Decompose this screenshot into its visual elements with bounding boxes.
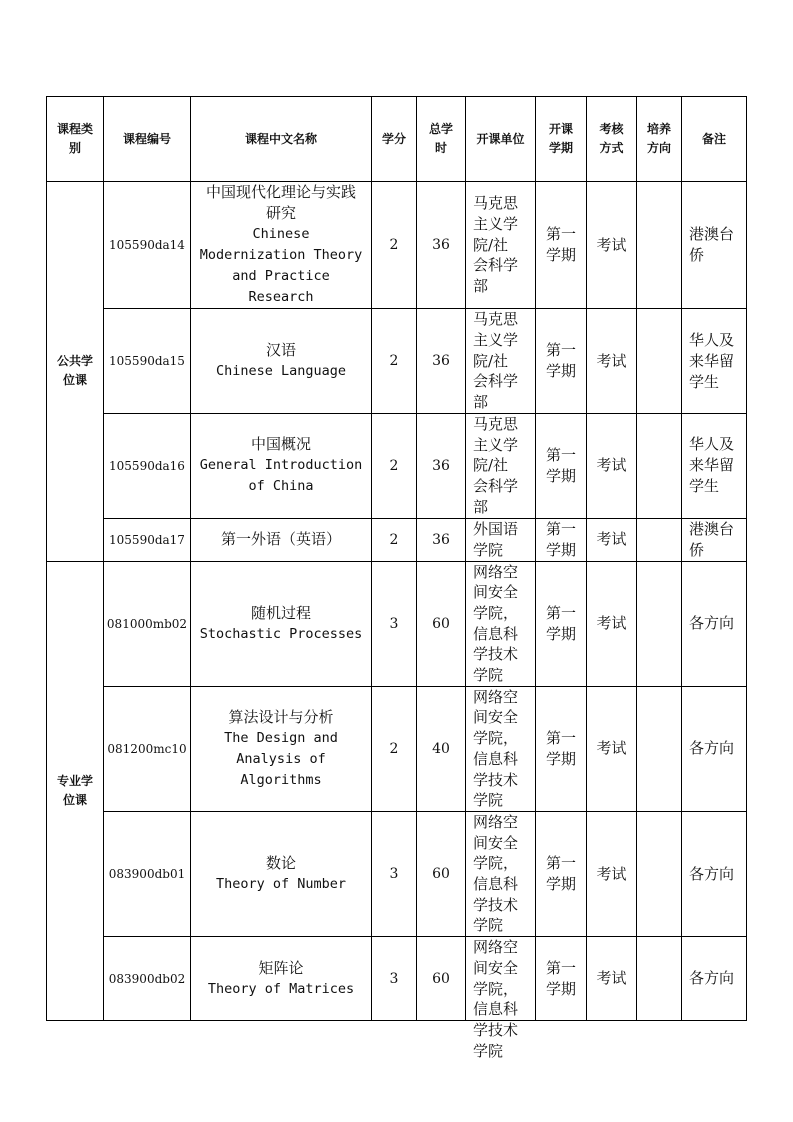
course-hours: 60 (417, 811, 466, 936)
header-direction: 培养方向 (637, 97, 682, 182)
course-exam: 考试 (587, 937, 637, 1021)
table-row (47, 937, 747, 1021)
header-code: 课程编号 (104, 97, 191, 182)
course-unit: 网络空间安全学院，信息科学技术学院 (466, 811, 536, 936)
course-unit: 网络空间安全学院，信息科学技术学院 (466, 561, 536, 686)
course-code: 105590da16 (104, 414, 191, 519)
course-name-en: Stochastic Processes (199, 625, 363, 642)
course-semester: 第一学期 (536, 561, 587, 686)
course-code: 081200mc10 (104, 686, 191, 811)
course-semester: 第一学期 (536, 811, 587, 936)
course-hours: 36 (417, 414, 466, 519)
course-hours: 40 (417, 686, 466, 811)
course-credits: 3 (372, 811, 417, 936)
course-credits: 2 (372, 182, 417, 309)
course-hours: 60 (417, 561, 466, 686)
header-exam: 考核方式 (587, 97, 637, 182)
course-unit: 马克思主义学院/社会科学部 (466, 182, 536, 309)
table-row (47, 811, 747, 936)
course-unit-text: 网络空间安全学院，信息科学技术学院 (473, 938, 519, 1060)
course-name-en: Chinese Language (215, 363, 347, 379)
course-code: 081000mb02 (104, 561, 191, 686)
course-credits: 2 (372, 686, 417, 811)
course-code: 105590da15 (104, 309, 191, 414)
course-exam: 考试 (587, 518, 637, 561)
course-direction (637, 182, 682, 309)
course-direction (637, 686, 682, 811)
course-exam: 考试 (587, 414, 637, 519)
course-exam: 考试 (587, 561, 637, 686)
course-note: 华人及来华留学生 (682, 414, 747, 519)
course-name-zh: 数论 (265, 854, 296, 873)
table-row (47, 561, 747, 686)
course-semester: 第一学期 (536, 518, 587, 561)
course-name (191, 686, 372, 811)
course-note: 各方向 (682, 561, 747, 686)
course-credits: 3 (372, 937, 417, 1021)
course-name (191, 937, 372, 1021)
course-name (191, 811, 372, 936)
course-code: 083900db01 (104, 811, 191, 936)
course-note: 港澳台侨 (682, 518, 747, 561)
course-semester: 第一学期 (536, 182, 587, 309)
course-semester: 第一学期 (536, 414, 587, 519)
header-unit: 开课单位 (466, 97, 536, 182)
course-direction (637, 561, 682, 686)
header-row (47, 97, 747, 182)
course-credits: 2 (372, 414, 417, 519)
course-name-zh: 随机过程 (250, 603, 311, 622)
course-hours: 60 (417, 937, 466, 1021)
course-unit-clip (473, 937, 523, 1060)
course-hours: 36 (417, 309, 466, 414)
header-semester: 开课学期 (536, 97, 587, 182)
course-name-zh: 算法设计与分析 (228, 707, 334, 726)
course-name-en: General Introduction of China (199, 457, 363, 495)
course-exam: 考试 (587, 686, 637, 811)
table-row (47, 309, 747, 414)
course-name (191, 518, 372, 561)
course-semester: 第一学期 (536, 686, 587, 811)
course-name (191, 182, 372, 309)
course-code: 105590da17 (104, 518, 191, 561)
course-name-en: Chinese Modernization Theory and Practice Research (199, 226, 363, 305)
header-hours: 总学时 (417, 97, 466, 182)
course-code: 105590da14 (104, 182, 191, 309)
course-exam: 考试 (587, 811, 637, 936)
course-hours: 36 (417, 182, 466, 309)
category-public: 公共学位课 (47, 182, 104, 562)
table-row (47, 686, 747, 811)
course-direction (637, 518, 682, 561)
table-row (47, 518, 747, 561)
course-direction (637, 937, 682, 1021)
course-semester: 第一学期 (536, 937, 587, 1021)
course-name (191, 561, 372, 686)
course-note: 华人及来华留学生 (682, 309, 747, 414)
course-unit: 网络空间安全学院，信息科学技术学院 (466, 686, 536, 811)
course-name-zh: 第一外语（英语） (220, 530, 341, 549)
header-note: 备注 (682, 97, 747, 182)
course-note: 港澳台侨 (682, 182, 747, 309)
course-unit: 马克思主义学院/社会科学部 (466, 309, 536, 414)
course-name-en: The Design and Analysis of Algorithms (224, 729, 338, 788)
course-note: 各方向 (682, 811, 747, 936)
course-name-en: Theory of Matrices (207, 980, 355, 997)
header-category: 课程类别 (47, 97, 104, 182)
course-unit (466, 937, 536, 1060)
course-name-zh: 中国现代化理论与实践研究 (205, 183, 356, 222)
category-major: 专业学位课 (47, 561, 104, 1021)
course-name-zh: 汉语 (265, 341, 296, 359)
course-direction (637, 309, 682, 414)
course-note: 各方向 (682, 937, 747, 1021)
course-credits: 2 (372, 518, 417, 561)
course-exam: 考试 (587, 182, 637, 309)
course-code: 083900db02 (104, 937, 191, 1021)
course-unit: 马克思主义学院/社会科学部 (466, 414, 536, 519)
course-unit: 外国语学院 (466, 518, 536, 561)
course-semester: 第一学期 (536, 309, 587, 414)
course-table (46, 96, 747, 1060)
course-credits: 2 (372, 309, 417, 414)
course-note: 各方向 (682, 686, 747, 811)
course-name (191, 309, 372, 414)
course-exam: 考试 (587, 309, 637, 414)
course-credits: 3 (372, 561, 417, 686)
table-row (47, 414, 747, 519)
course-name-en: Theory of Number (215, 876, 347, 893)
course-hours: 36 (417, 518, 466, 561)
course-direction (637, 414, 682, 519)
course-name-zh: 中国概况 (250, 435, 311, 454)
header-name: 课程中文名称 (191, 97, 372, 182)
header-credits: 学分 (372, 97, 417, 182)
course-name-zh: 矩阵论 (258, 958, 304, 977)
course-direction (637, 811, 682, 936)
table-row (47, 182, 747, 309)
course-name (191, 414, 372, 519)
